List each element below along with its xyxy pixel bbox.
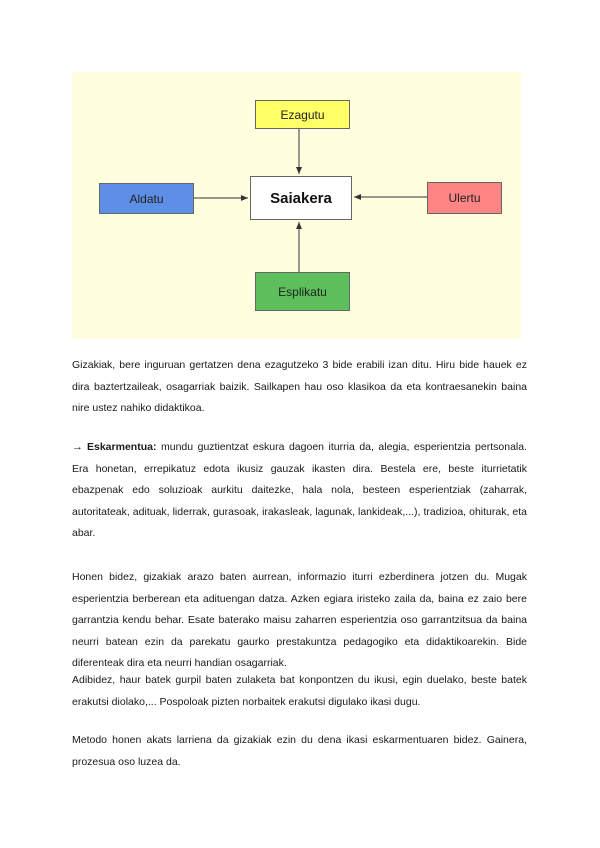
concept-diagram — [72, 72, 521, 339]
paragraph-eskarmentua — [72, 437, 527, 545]
paragraph-eskarmentua-body: mundu guztientzat eskura dagoen iturria da, alegia, esperientzia pertsonala. Era honetan, errepikatuz edota ikusiz gauzak ikasten dira. Bestela ere, beste iturrietatik ebazpenak edo soluzioak aurkitu daitezke, hala nola, besteen esperientziak (zaharrak, autoritateak, adituak, liderrak, gurasoak, irakasleak, lagunak, lankideak,...), tradizioa, ohiturak, eta abar. — [72, 441, 527, 539]
paragraph-metodo: Metodo honen akats larriena da gizakiak ezin du dena ikasi eskarmentuaren bidez. Gainera, prozesua oso luzea da. — [72, 734, 527, 768]
box-saiakera: Saiakera — [250, 176, 352, 220]
box-ulertu: Ulertu — [427, 182, 502, 214]
paragraph-honen-bidez: Honen bidez, gizakiak arazo baten aurrean, informazio iturri ezberdinera jotzen du. Mugak esperientzia berberean eta adituengan datza. Azken egiara iristeko zaila da, baina ez zaio bere garrantzia kendu behar. Esate baterako maisu zaharren esperientzia oso garrantzitsua da baina neurri batean ezin da parekatu gaurko prestakuntza pedagogiko eta didaktikoarekin. Bide diferenteak dira eta neurri handian osagarriak. — [72, 571, 527, 669]
box-aldatu: Aldatu — [99, 183, 194, 214]
paragraph-adibidez: Adibidez, haur batek gurpil baten zulaketa bat konpontzen du ikusi, egin duelako, beste batek erakutsi diolako,... Pospoloak pizten norbaitek erakutsi digulako ikasi dugu. — [72, 674, 527, 708]
right-arrow-icon: → — [72, 441, 83, 453]
term-eskarmentua: Eskarmentua: — [87, 441, 157, 453]
box-ezagutu: Ezagutu — [255, 100, 350, 129]
paragraph-intro: Gizakiak, bere inguruan gertatzen dena ezagutzeko 3 bide erabili izan ditu. Hiru bide hauek ez dira baztertzaileak, osagarriak baizik. Sailkapen hau oso klasikoa da eta kontraesanekin baina nire ustez nahiko didaktikoa. — [72, 359, 527, 414]
box-esplikatu: Esplikatu — [255, 272, 350, 311]
